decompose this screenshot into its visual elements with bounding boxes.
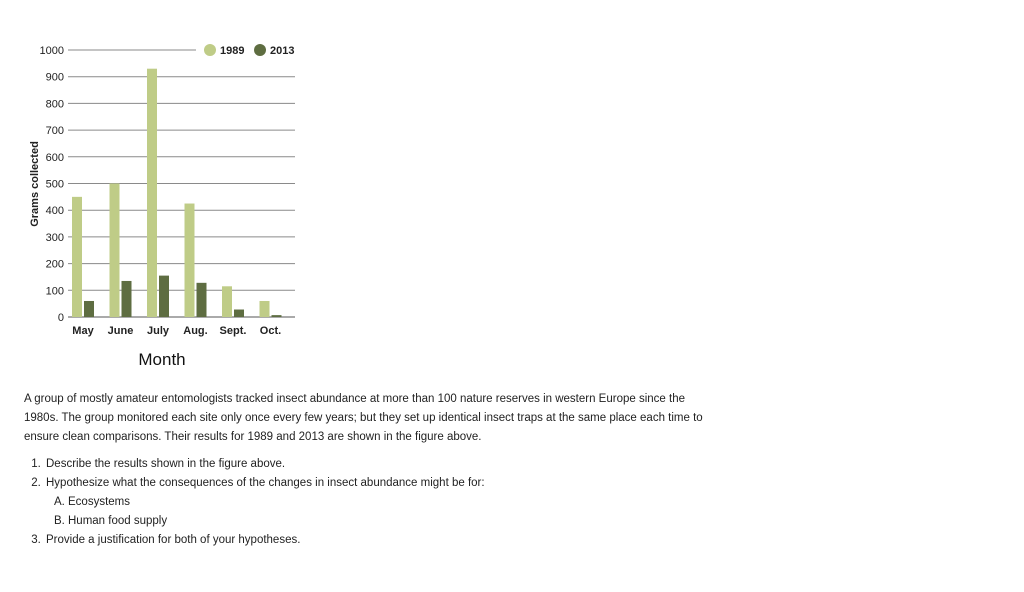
legend-label-1989: 1989 <box>220 45 245 57</box>
y-tick-label: 1000 <box>39 45 64 57</box>
y-tick-label: 400 <box>45 205 64 218</box>
y-tick-label: 600 <box>45 151 64 164</box>
question-text <box>24 390 704 550</box>
bar-2013-july <box>159 276 169 317</box>
bar-2013-june <box>122 281 132 317</box>
question-2a-text: Ecosystems <box>68 496 130 508</box>
x-axis-title: Month <box>138 350 186 369</box>
question-2-sublist <box>46 493 704 531</box>
y-tick-label: 900 <box>45 71 64 84</box>
question-2 <box>44 474 704 531</box>
question-1-text: Describe the results shown in the figure above. <box>46 458 286 470</box>
y-tick-label: 100 <box>45 285 64 298</box>
bar-1989-oct <box>260 301 270 317</box>
y-tick-label: 300 <box>45 231 64 244</box>
y-tick-label: 800 <box>45 98 64 111</box>
question-2b-text: Human food supply <box>68 515 168 527</box>
bar-1989-july <box>147 69 157 317</box>
bar-2013-oct <box>272 315 282 317</box>
legend-label-2013: 2013 <box>270 45 295 57</box>
bar-1989-may <box>72 197 82 317</box>
x-tick-label: May <box>72 325 94 337</box>
legend-swatch-2013 <box>254 44 266 56</box>
question-1 <box>44 455 704 474</box>
y-axis-title: Grams collected <box>29 141 41 227</box>
bar-2013-may <box>84 301 94 317</box>
bar-1989-sept <box>222 286 232 317</box>
question-2b <box>68 512 704 531</box>
y-tick-label: 200 <box>45 258 64 271</box>
y-tick-label: 0 <box>57 312 64 324</box>
x-tick-label: Aug. <box>183 325 208 337</box>
legend-swatch-1989 <box>204 44 216 56</box>
x-tick-label: Oct. <box>259 325 282 337</box>
x-tick-label: June <box>107 325 134 337</box>
question-2a <box>68 493 704 512</box>
bar-2013-aug <box>197 283 207 317</box>
question-list <box>24 455 704 550</box>
y-tick-label: 500 <box>45 178 64 191</box>
bar-2013-sept <box>234 310 244 317</box>
question-3-text: Provide a justification for both of your hypotheses. <box>46 534 301 546</box>
bar-chart <box>0 0 330 380</box>
y-tick-label: 700 <box>45 125 64 138</box>
question-2-text: Hypothesize what the consequences of the changes in insect abundance might be for: <box>46 477 485 489</box>
x-tick-label: July <box>146 325 170 337</box>
bar-1989-aug <box>185 204 195 317</box>
x-tick-label: Sept. <box>219 325 247 337</box>
bar-1989-june <box>110 184 120 318</box>
question-3 <box>44 531 704 550</box>
passage-paragraph: A group of mostly amateur entomologists tracked insect abundance at more than 100 nature reserves in western Europe since the 1980s. The group monitored each site only once every few years; but they set up identical insect traps at the same place each time to ensure clean comparisons. Their results for 1989 and 2013 are shown in the figure above. <box>24 393 703 443</box>
